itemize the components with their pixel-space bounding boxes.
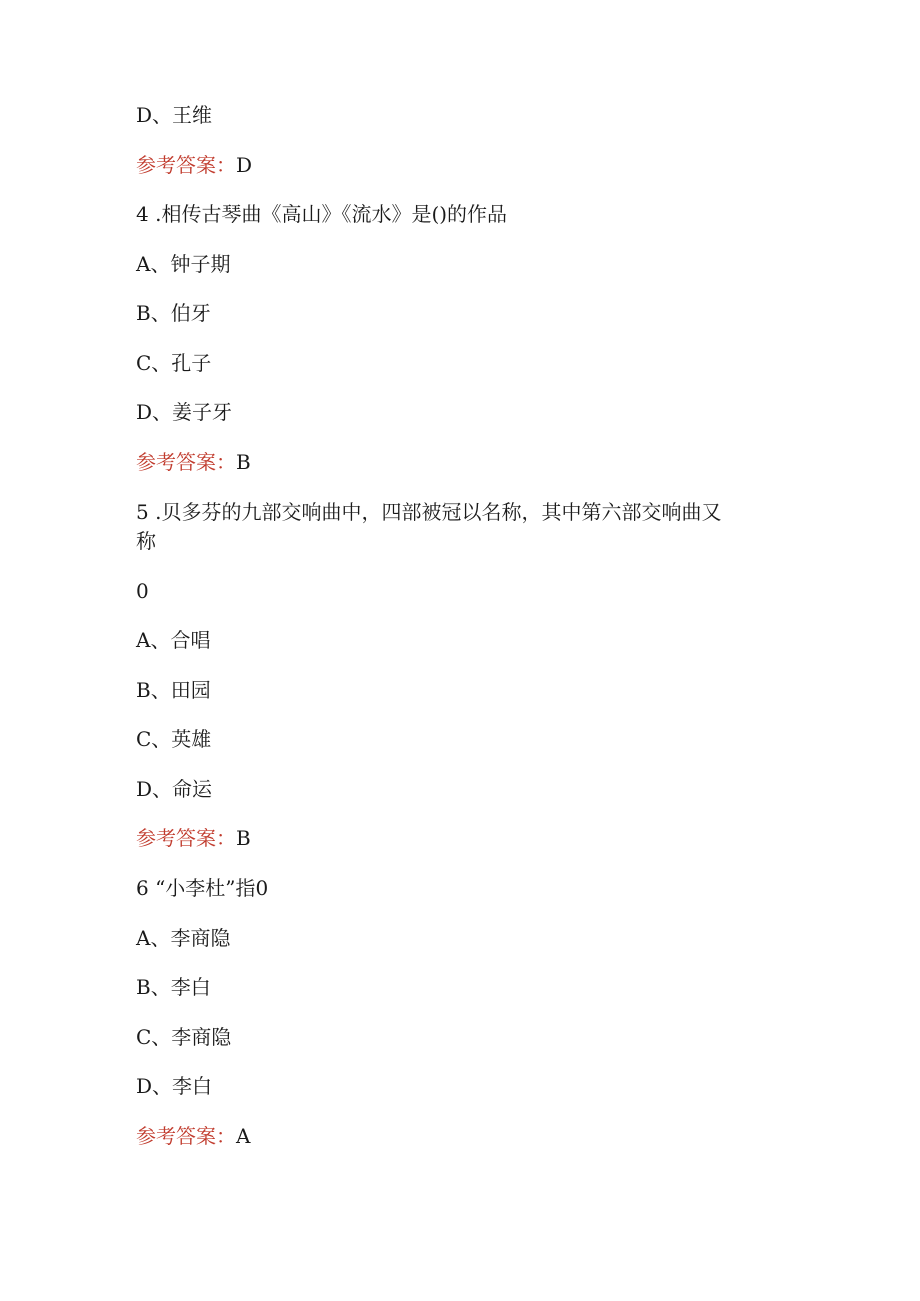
q5-stem-line2: 称 [136,529,156,553]
q6-option-b: B、李白 [136,975,211,999]
answer-value: B [236,450,251,474]
q4-option-c: C、孔子 [136,351,212,375]
answer-label: 参考答案： [136,1124,236,1148]
q5-answer [136,823,251,853]
q6-option-a: A、李商隐 [136,926,231,950]
q4-option-d: D、姜子牙 [136,400,233,424]
q5-option-c: C、英雄 [136,727,212,751]
q6-stem: 6 “小李杜”指0 [136,876,269,900]
answer-label: 参考答案： [136,826,236,850]
answer-label: 参考答案： [136,153,236,177]
q4-stem: 4 .相传古琴曲《高山》《流水》是()的作品 [136,202,508,226]
q6-answer [136,1121,250,1151]
q6-option-c: C、李商隐 [136,1025,232,1049]
answer-value: D [236,153,253,177]
q5-stem-line1: 5 .贝多芬的九部交响曲中，四部被冠以名称，其中第六部交响曲又 [136,500,722,524]
q3-answer [136,150,252,180]
q5-option-b: B、田园 [136,678,211,702]
q5-option-a: A、合唱 [136,628,211,652]
q6-option-d: D、李白 [136,1074,213,1098]
answer-value: A [236,1124,251,1148]
answer-label: 参考答案： [136,450,236,474]
q4-option-b: B、伯牙 [136,301,211,325]
q3-option-d: D、王维 [136,103,213,127]
q5-option-d: D、命运 [136,777,213,801]
answer-value: B [236,826,251,850]
q4-option-a: A、钟子期 [136,252,231,276]
q5-blank: 0 [136,579,149,603]
q4-answer [136,447,251,477]
